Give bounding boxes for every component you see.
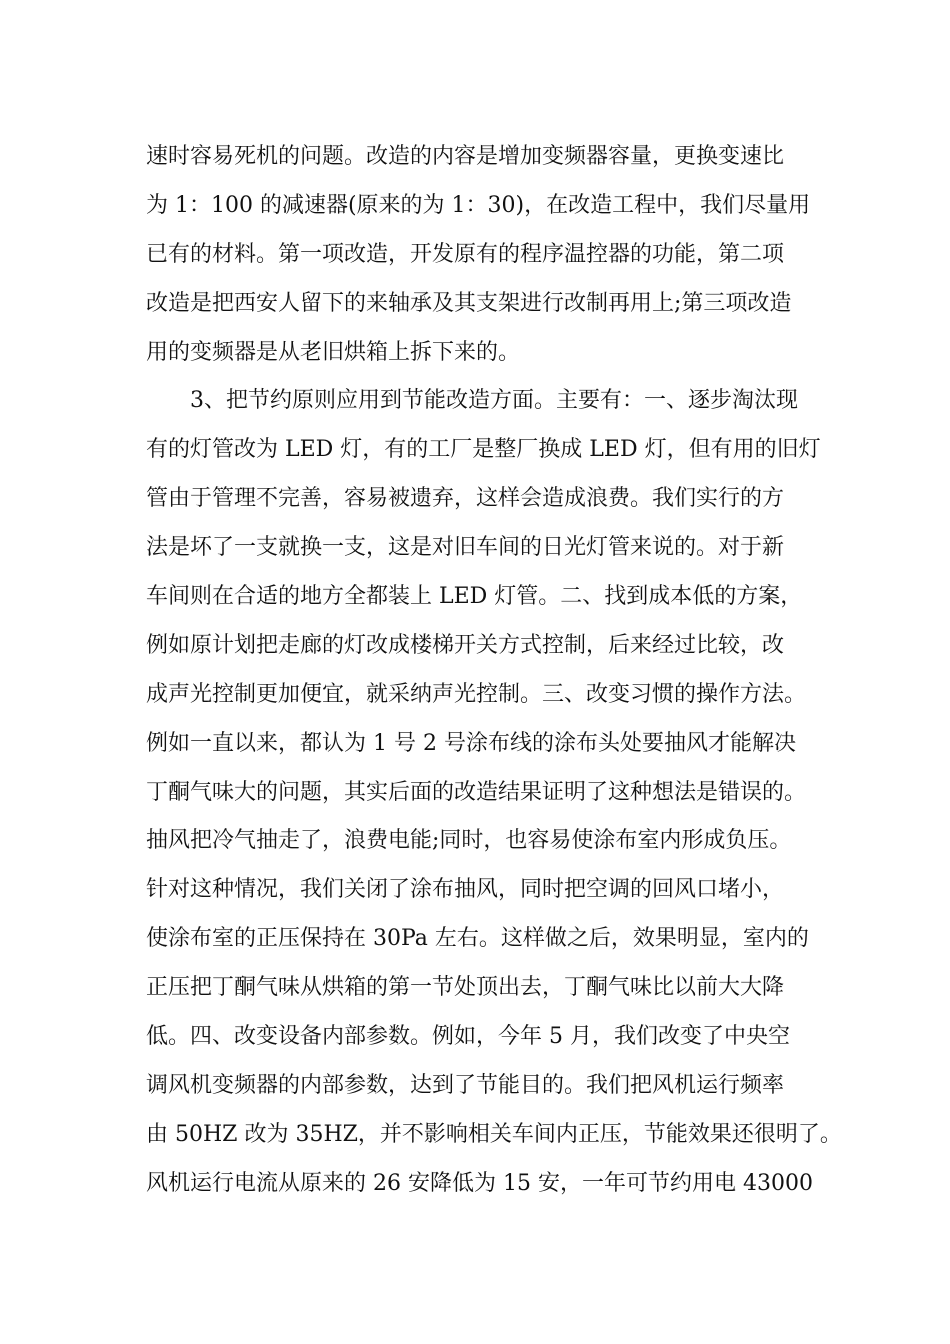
text-line: 抽风把冷气抽走了，浪费电能;同时，也容易使涂布室内形成负压。	[146, 828, 792, 854]
text-line: 速时容易死机的问题。改造的内容是增加变频器容量，更换变速比	[146, 144, 785, 169]
paragraph-start-line: 3、把节约原则应用到节能改造方面。主要有：一、逐步淘汰现	[190, 388, 798, 414]
text-line: 正压把丁酮气味从烘箱的第一节处顶出去，丁酮气味比以前大大降	[146, 975, 785, 1001]
text-line: 风机运行电流从原来的 26 安降低为 15 安，一年可节约用电 43000	[146, 1170, 813, 1196]
text-line: 由 50HZ 改为 35HZ，并不影响相关车间内正压，节能效果还很明了。	[146, 1121, 842, 1147]
text-line: 法是坏了一支就换一支，这是对旧车间的日光灯管来说的。对于新	[146, 535, 785, 561]
text-line: 调风机变频器的内部参数，达到了节能目的。我们把风机运行频率	[146, 1072, 785, 1098]
text-line: 针对这种情况，我们关闭了涂布抽风，同时把空调的回风口堵小，	[146, 877, 785, 903]
text-line: 管由于管理不完善，容易被遗弃，这样会造成浪费。我们实行的方	[146, 486, 785, 512]
text-line: 例如一直以来，都认为 1 号 2 号涂布线的涂布头处要抽风才能解决	[146, 730, 796, 756]
text-line: 改造是把西安人留下的来轴承及其支架进行改制再用上;第三项改造	[146, 290, 792, 316]
text-line: 为 1：100 的减速器(原来的为 1：30)，在改造工程中，我们尽量用	[146, 192, 811, 218]
text-line: 成声光控制更加便宜，就采纳声光控制。三、改变习惯的操作方法。	[146, 681, 807, 707]
text-line: 丁酮气味大的问题，其实后面的改造结果证明了这种想法是错误的。	[146, 779, 807, 805]
text-line: 已有的材料。第一项改造，开发原有的程序温控器的功能，第二项	[146, 241, 785, 267]
text-line: 使涂布室的正压保持在 30Pa 左右。这样做之后，效果明显，室内的	[146, 926, 809, 952]
text-line: 例如原计划把走廊的灯改成楼梯开关方式控制，后来经过比较，改	[146, 632, 785, 658]
text-line: 用的变频器是从老旧烘箱上拆下来的。	[146, 339, 521, 365]
body-text	[146, 133, 842, 1209]
text-line: 车间则在合适的地方全都装上 LED 灯管。二、找到成本低的方案，	[146, 584, 803, 610]
text-line: 低。四、改变设备内部参数。例如，今年 5 月，我们改变了中央空	[146, 1024, 790, 1050]
text-line: 有的灯管改为 LED 灯，有的工厂是整厂换成 LED 灯，但有用的旧灯	[146, 437, 821, 463]
